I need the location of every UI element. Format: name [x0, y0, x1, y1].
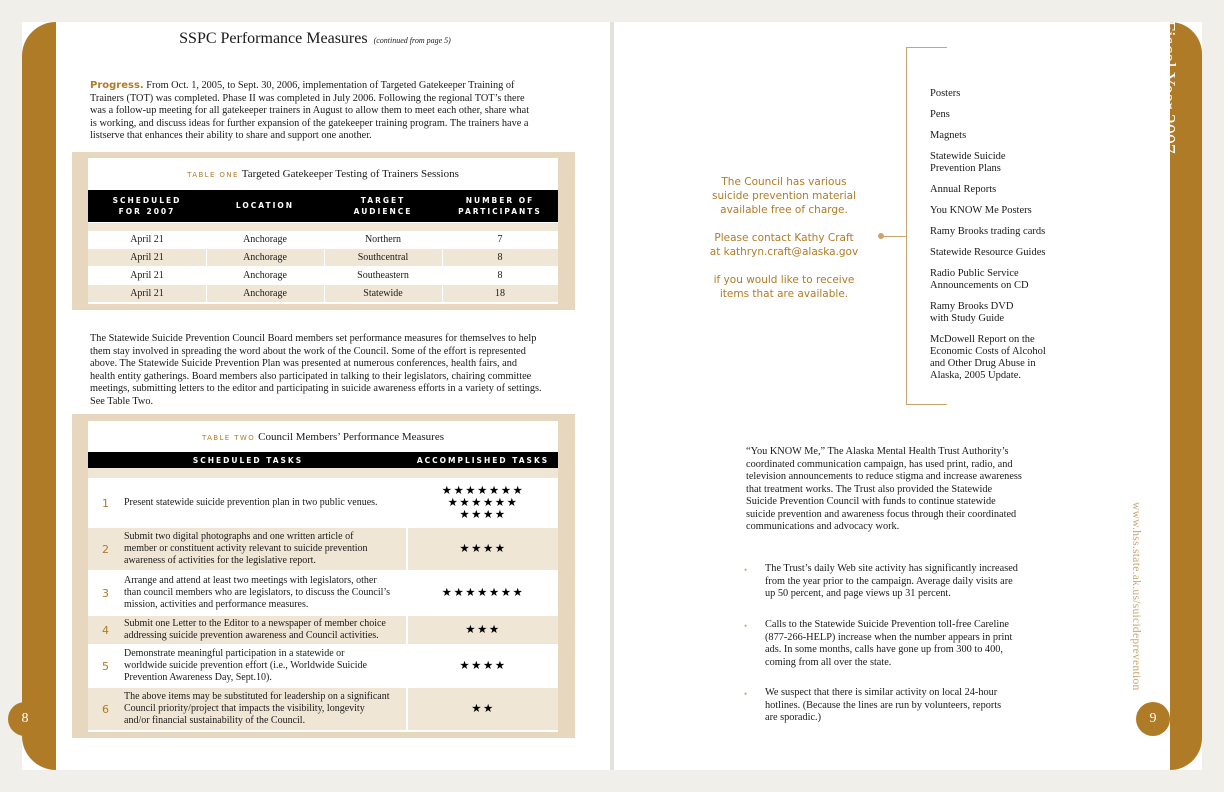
progress-line: Trainers (TOT) was completed. Phase II was completed in July 2006. Following the regional TOT’s there	[90, 92, 525, 104]
column-header-participants: NUMBER OF PARTICIPANTS	[458, 196, 542, 216]
bullet-paragraph: We suspect that there is similar activity on local 24-hour hotlines. (Because the lines are run by volunteers, reports are sporadic.)	[765, 687, 1002, 723]
column-header-accomplished-tasks: ACCOMPLISHED TASKS	[416, 456, 550, 465]
table-one-label: TABLE ONE	[187, 171, 239, 179]
page-number-left: 8	[8, 702, 42, 736]
left-page-edge-tab	[22, 22, 56, 770]
council-paragraph	[90, 333, 560, 408]
title-text: SSPC Performance Measures	[179, 30, 368, 47]
side-title-block	[1148, 20, 1180, 460]
cell-participants: 7	[497, 234, 503, 245]
list-item: Posters	[930, 88, 961, 99]
table-one-caption	[88, 168, 558, 180]
accomplished-stars: ★★	[471, 703, 495, 715]
cell-audience: Statewide	[363, 288, 403, 299]
list-item: Magnets	[930, 130, 967, 141]
column-header-scheduled: SCHEDULED FOR 2007	[112, 196, 182, 216]
table-two-spacer	[88, 468, 558, 478]
progress-line: is working, and discuss ideas for further expansion of the gatekeeper training program. The trainers have a	[90, 117, 529, 129]
table-two-header	[88, 452, 558, 468]
cell-audience: Northern	[364, 234, 402, 245]
accomplished-stars: ★★★★	[459, 660, 507, 672]
callout-receive: if you would like to receive items that are available.	[713, 274, 855, 300]
progress-line: listserve that enhances their ability to share and support one another.	[90, 130, 372, 141]
accomplished-stars: ★★★★★★★	[441, 587, 525, 599]
column-header-audience: TARGET AUDIENCE	[353, 196, 413, 216]
cell-participants: 8	[497, 270, 503, 281]
title-note: (continued from page 5)	[373, 36, 451, 45]
progress-line: From Oct. 1, 2005, to Sept. 30, 2006, implementation of Targeted Gatekeeper Training of	[146, 80, 515, 91]
column-header-scheduled-tasks: SCHEDULED TASKS	[192, 456, 304, 465]
table-row	[88, 267, 558, 284]
bullet-marker: •	[744, 621, 748, 631]
table-one-spacer	[88, 223, 558, 231]
council-line: health entity gatherings. Board members also participated in talking to their legislators, chairing committee	[90, 370, 532, 382]
task-row	[88, 528, 558, 570]
list-item: You KNOW Me Posters	[930, 205, 1032, 216]
progress-paragraph	[90, 80, 560, 143]
task-number: 3	[102, 586, 109, 600]
accomplished-stars: ★★★	[465, 624, 501, 636]
list-item: Radio Public Service Announcements on CD	[930, 268, 1029, 291]
cell-date: April 21	[130, 288, 164, 299]
council-line: above. The Statewide Suicide Prevention Plan was presented at numerous conferences, health fairs, and	[90, 358, 517, 369]
cell-location: Anchorage	[243, 252, 287, 263]
list-item: McDowell Report on the Economic Costs of Alcohol and Other Drug Abuse in Alaska, 2005 Update.	[930, 334, 1046, 381]
table-row	[88, 285, 558, 302]
task-number: 6	[102, 702, 109, 716]
task-row	[88, 646, 558, 686]
task-row	[88, 480, 558, 526]
materials-list	[930, 88, 1070, 391]
column-header-location: LOCATION	[235, 201, 295, 210]
cell-location: Anchorage	[243, 288, 287, 299]
task-text: Submit one Letter to the Editor to a newspaper of member choice addressing suicide prevention awareness and Council activities.	[124, 618, 386, 641]
task-text: Submit two digital photographs and one written article of member or constituent activity relevant to suicide prevention awareness of activities for the legislative report.	[124, 531, 368, 566]
table-one-title: Targeted Gatekeeper Testing of Trainers Sessions	[241, 168, 459, 180]
task-text: Arrange and attend at least two meetings with legislators, other than council members who are legislators, to discuss the Council’s mission, activities and performance measures.	[124, 575, 391, 610]
page-number-right: 9	[1136, 702, 1170, 736]
callout-materials: The Council has various suicide prevention material available free of charge.	[711, 176, 856, 216]
page-title	[70, 30, 560, 48]
cell-date: April 21	[130, 252, 164, 263]
cell-date: April 21	[130, 270, 164, 281]
task-row	[88, 616, 558, 644]
task-row	[88, 688, 558, 730]
callout-contact: Please contact Kathy Craft at kathryn.craft@alaska.gov	[709, 232, 859, 258]
callout-connector-dot	[878, 233, 884, 239]
council-line: meetings, submitting letters to the editor and participating in suicide awareness efforts in a variety of settings.	[90, 383, 542, 394]
list-item: Pens	[930, 109, 950, 120]
task-number: 1	[102, 496, 109, 510]
task-number: 5	[102, 659, 109, 673]
cell-participants: 8	[497, 252, 503, 263]
side-fiscal-year: Fiscal Year 2007	[1157, 20, 1179, 154]
task-text: Demonstrate meaningful participation in a statewide or worldwide suicide prevention effort (i.e., Worldwide Suicide Prevention Awareness Day, Sept.10).	[124, 648, 367, 683]
bullet-paragraph: Calls to the Statewide Suicide Prevention toll-free Careline (877-266-HELP) increase when the number appears in print ads. In some months, calls have gone up from 300 to 400, coming from all over the state.	[765, 619, 1013, 668]
website-url[interactable]: www.hss.state.ak.us/suicideprevention	[1130, 502, 1142, 691]
cell-location: Anchorage	[243, 234, 287, 245]
task-number: 2	[102, 542, 109, 556]
cell-audience: Southeastern	[357, 270, 409, 281]
table-row	[88, 231, 558, 248]
list-item: Statewide Suicide Prevention Plans	[930, 151, 1006, 174]
cell-location: Anchorage	[243, 270, 287, 281]
council-line: The Statewide Suicide Prevention Council Board members set performance measures for themselves to help	[90, 333, 537, 344]
list-item: Ramy Brooks DVD with Study Guide	[930, 301, 1014, 324]
accomplished-stars: ★★★★	[459, 543, 507, 555]
task-text: The above items may be substituted for leadership on a significant Council priority/project that impacts the visibility, longevity and/or financial sustainability of the Council.	[124, 691, 390, 726]
cell-participants: 18	[495, 288, 505, 299]
progress-line: was a follow-up meeting for all gatekeeper trainers in August to allow them to meet each other, share what	[90, 105, 530, 116]
list-item: Statewide Resource Guides	[930, 247, 1046, 258]
list-item: Annual Reports	[930, 184, 997, 195]
council-line: See Table Two.	[90, 395, 154, 407]
list-item: Ramy Brooks trading cards	[930, 226, 1046, 237]
cell-date: April 21	[130, 234, 164, 245]
task-row	[88, 572, 558, 614]
table-two-title: Council Members’ Performance Measures	[258, 431, 444, 443]
task-number: 4	[102, 623, 109, 637]
side-subtitle: ANNUAL REPORT TO THE LEGISLATURE	[1156, 178, 1166, 460]
accomplished-stars: ★★★★★★★ ★★★★★★ ★★★★	[441, 485, 525, 521]
bullet-paragraph: The Trust’s daily Web site activity has significantly increased from the year prior to the campaign. Average daily visits are up 50 percent, and page views up 31 percent.	[765, 563, 1018, 599]
task-text: Present statewide suicide prevention plan in two public venues.	[124, 497, 378, 508]
table-two-caption	[88, 431, 558, 443]
council-line: them stay involved in spreading the word about the work of the Council. Some of the effort is represented	[90, 345, 526, 357]
bullet-marker: •	[744, 689, 748, 699]
table-two-label: TABLE TWO	[201, 434, 256, 442]
cell-audience: Southcentral	[357, 252, 409, 263]
table-one-header	[88, 190, 558, 222]
campaign-paragraph: “You KNOW Me,” The Alaska Mental Health Trust Authority’s coordinated communication campaign, has used print, radio, and television announcements to reduce stigma and increase awareness that treatment works. The Trust also provided the Statewide Suicide Prevention Council with funds to continue statewide suicide prevention and awareness focus through their coordinated communications and advocacy work.	[746, 446, 1022, 532]
table-row	[88, 249, 558, 266]
bullet-marker: •	[744, 565, 748, 575]
progress-label: Progress.	[90, 80, 144, 91]
